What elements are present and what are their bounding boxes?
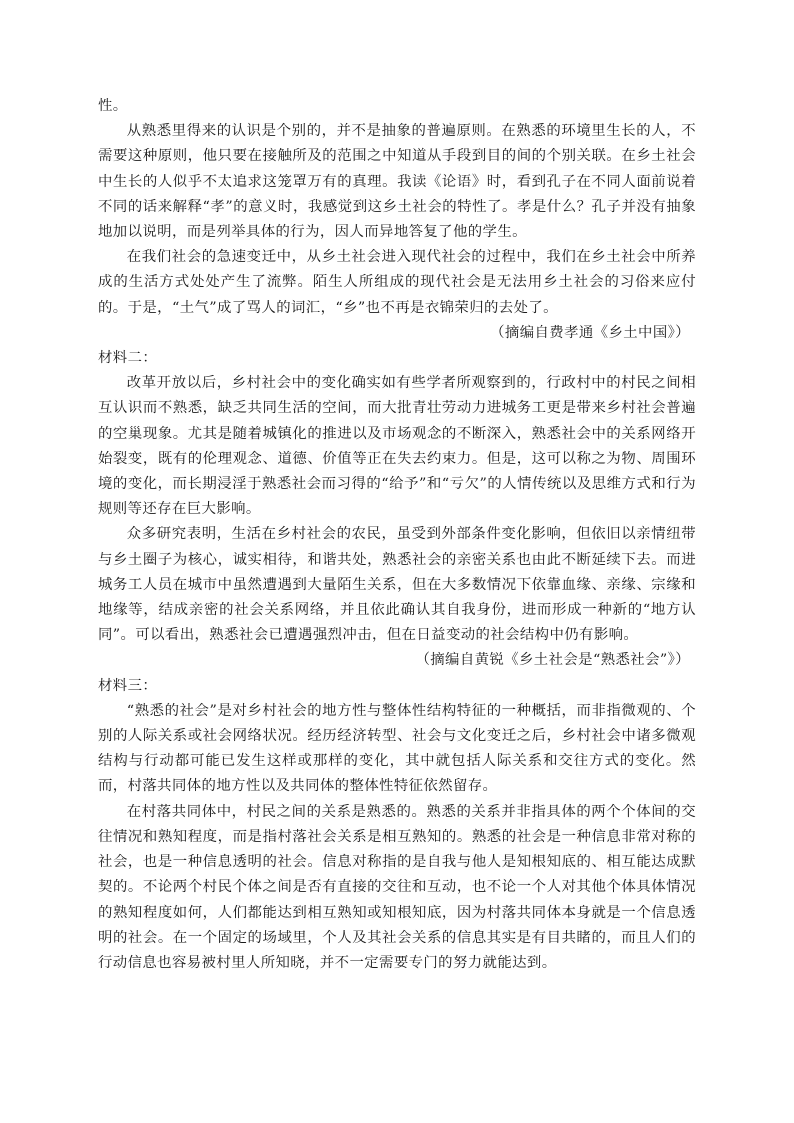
paragraph: 在村落共同体中，村民之间的关系是熟悉的。熟悉的关系并非指具体的两个个体间的交往情况和熟知程度，而是指村落社会关系是相互熟知的。熟悉的社会是一种信息非常对称的社会，也是一种信息透明的社会。信息对称指的是自我与他人是知根知底的、相互能达成默契的。不论两个村民个体之间是否有直接的交往和互动，也不论一个人对其他个体具体情况的熟知程度如何，人们都能达到相互熟知或知根知底，因为村落共同体本身就是一个信息透明的社会。在一个固定的场域里，个人及其社会关系的信息其实是有目共睹的，而且人们的行动信息也容易被村里人所知晓，并不一定需要专门的努力就能达到。	[98, 803, 696, 971]
source-citation: （摘编自费孝通《乡土中国》）	[490, 324, 690, 341]
paragraph: 在我们社会的急速变迁中，从乡土社会进入现代社会的过程中，我们在乡土社会中所养成的生活方式处处产生了流弊。陌生人所组成的现代社会是无法用乡土社会的习俗来应付的。于是，“土气”成了骂人的词汇，“乡”也不再是衣锦荣归的去处了。	[98, 249, 696, 316]
source-citation: （摘编自黄锐《乡土社会是“熟悉社会”》）	[415, 652, 690, 669]
paragraph-continuation: 性。	[98, 98, 128, 114]
paragraph: “熟悉的社会”是对乡村社会的地方性与整体性结构特征的一种概括，而非指微观的、个别的人际关系或社会网络状况。经历经济转型、社会与文化变迁之后，乡村社会中诸多微观结构与行动都可能已发生这样或那样的变化，其中就包括人际关系和交往方式的变化。然而，村落共同体的地方性以及共同体的整体性特征依然留存。	[98, 702, 696, 795]
paragraph: 改革开放以后，乡村社会中的变化确实如有些学者所观察到的，行政村中的村民之间相互认识而不熟悉，缺乏共同生活的空间，而大批青壮劳动力进城务工更是带来乡村社会普遍的空巢现象。尤其是随着城镇化的推进以及市场观念的不断深入，熟悉社会中的关系网络开始裂变，既有的伦理观念、道德、价值等正在失去约束力。但是，这可以称之为物、周围环境的变化，而长期浸淫于熟悉社会而习得的“给予”和“亏欠”的人情传统以及思维方式和行为规则等还存在巨大影响。	[98, 375, 696, 518]
paragraph: 从熟悉里得来的认识是个别的，并不是抽象的普遍原则。在熟悉的环境里生长的人，不需要这种原则，他只要在接触所及的范围之中知道从手段到目的间的个别关联。在乡土社会中生长的人似乎不太追求这笼罩万有的真理。我读《论语》时，看到孔子在不同人面前说着不同的话来解释“孝”的意义时，我感觉到这乡土社会的特性了。孝是什么？孔子并没有抽象地加以说明，而是列举具体的行为，因人而异地答复了他的学生。	[98, 123, 696, 241]
section-heading: 材料二：	[98, 350, 158, 367]
section-heading: 材料三：	[98, 677, 158, 694]
paragraph: 众多研究表明，生活在乡村社会的农民，虽受到外部条件变化影响，但依旧以亲情纽带与乡土圈子为核心，诚实相待，和谐共处，熟悉社会的亲密关系也由此不断延续下去。而进城务工人员在城市中虽然遭遇到大量陌生关系，但在大多数情况下依靠血缘、亲缘、宗缘和地缘等，结成亲密的社会关系网络，并且依此确认其自我身份，进而形成一种新的“地方认同”。可以看出，熟悉社会已遭遇强烈冲击，但在日益变动的社会结构中仍有影响。	[98, 526, 696, 644]
